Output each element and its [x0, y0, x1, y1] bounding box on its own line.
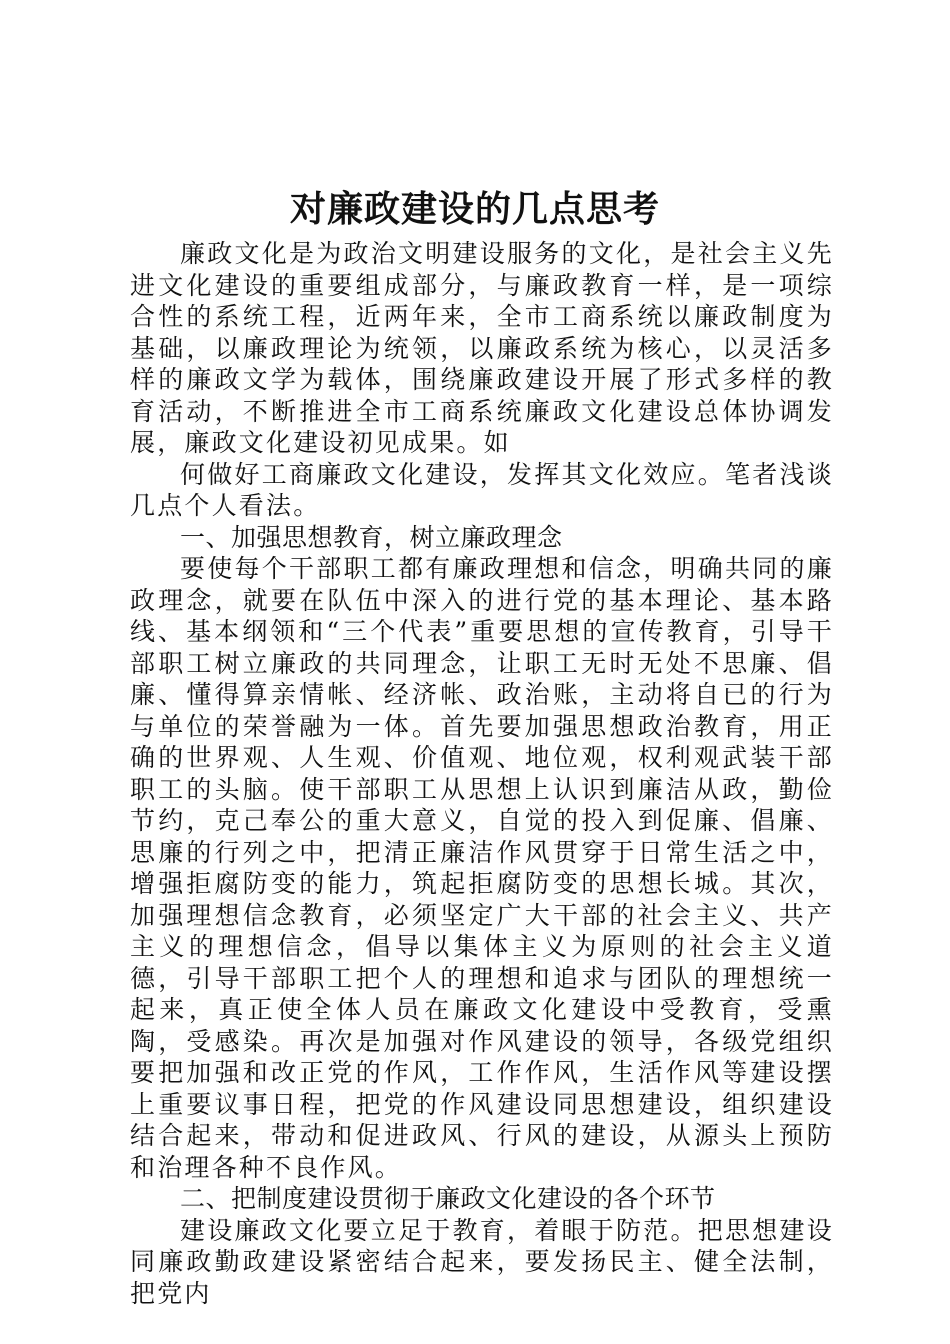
paragraph-intro: 廉政文化是为政治文明建设服务的文化，是社会主义先进文化建设的重要组成部分，与廉政教育一样，是一项综合性的系统工程，近两年来，全市工商系统以廉政制度为基础，以廉政理论为统领，以廉政系统为核心，以灵活多样的廉政文学为载体，围绕廉政建设开展了形式多样的教育活动，不断推进全市工商系统廉政文化建设总体协调发展，廉政文化建设初见成果。如	[130, 239, 834, 457]
paragraph-intro-continued: 何做好工商廉政文化建设，发挥其文化效应。笔者浅谈几点个人看法。	[130, 459, 834, 520]
paragraph-section-2: 建设廉政文化要立足于教育，着眼于防范。把思想建设同廉政勤政建设紧密结合起来，要发扬民主、健全法制，把党内	[130, 1215, 834, 1308]
section-heading-1: 一、加强思想教育，树立廉政理念	[180, 522, 563, 552]
section-heading-2: 二、把制度建设贯彻于廉政文化建设的各个环节	[180, 1184, 716, 1213]
paragraph-section-1: 要使每个干部职工都有廉政理想和信念，明确共同的廉政理念，就要在队伍中深入的进行党的基本理论、基本路线、基本纲领和“三个代表”重要思想的宣传教育，引导干部职工树立廉政的共同理念，让职工无时无处不思廉、倡廉、懂得算亲情帐、经济帐、政治账，主动将自已的行为与单位的荣誉融为一体。首先要加强思想政治教育，用正确的世界观、人生观、价值观、地位观，权利观武装干部职工的头脑。使干部职工从思想上认识到廉洁从政，勤俭节约，克己奉公的重大意义，自觉的投入到促廉、倡廉、思廉的行列之中，把清正廉洁作风贯穿于日常生活之中，增强拒腐防变的能力，筑起拒腐防变的思想长城。其次，加强理想信念教育，必须坚定广大干部的社会主义、共产主义的理想信念，倡导以集体主义为原则的社会主义道德，引导干部职工把个人的理想和追求与团队的理想统一起来，真正使全体人员在廉政文化建设中受教育，受熏陶，受感染。再次是加强对作风建设的领导，各级党组织要把加强和改正党的作风，工作作风，生活作风等建设摆上重要议事日程，把党的作风建设同思想建设，组织建设结合起来，带动和促进政风、行风的建设，从源头上预防和治理各种不良作风。	[130, 554, 834, 1182]
document-title: 对廉政建设的几点思考	[289, 188, 660, 230]
document-body	[130, 238, 834, 1309]
